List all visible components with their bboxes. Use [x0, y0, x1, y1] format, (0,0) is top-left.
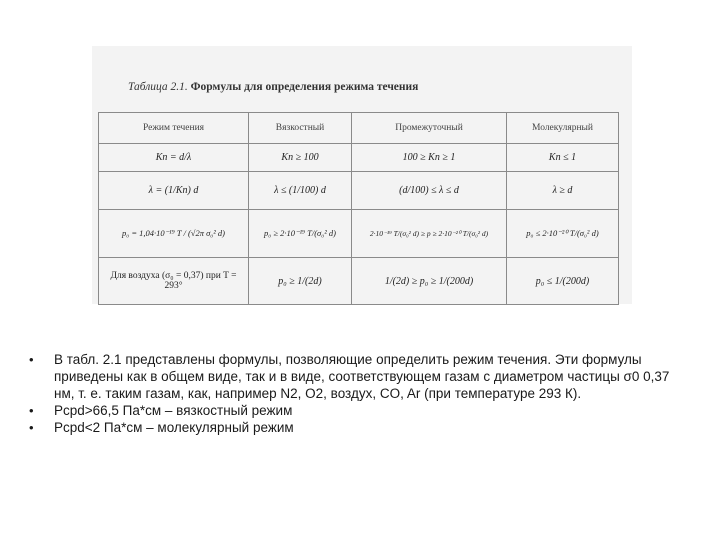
table-cell: Kn = d/λ [99, 144, 249, 172]
bullet-list [24, 351, 674, 436]
list-item-text: Рсрd>66,5 Па*см – вязкостный режим [54, 403, 293, 418]
table-cell: 1/(2d) ≥ p₀ ≥ 1/(200d) [352, 258, 507, 305]
table-cell: p₀ ≤ 1/(200d) [507, 258, 619, 305]
column-header-intermediate: Промежуточный [352, 113, 507, 144]
list-item [24, 351, 674, 402]
table-row [99, 172, 619, 210]
list-item [24, 419, 674, 436]
column-header-regime: Режим течения [99, 113, 249, 144]
bullet-icon: • [29, 420, 34, 435]
table-caption-number: Таблица 2.1. [128, 81, 188, 93]
table-cell: p₀ = 1,04·10⁻¹⁹ T / (√2π σ₀² d) [99, 210, 249, 258]
bullet-icon: • [29, 403, 34, 418]
flow-regime-formula-table [98, 112, 619, 305]
list-item-text: Рсрd<2 Па*см – молекулярный режим [54, 420, 294, 435]
table-caption [128, 81, 418, 93]
table-row [99, 144, 619, 172]
table-cell: λ ≤ (1/100) d [249, 172, 352, 210]
column-header-molecular: Молекулярный [507, 113, 619, 144]
table-cell: p₀ ≤ 2·10⁻²⁰ T/(σ₀² d) [507, 210, 619, 258]
table-cell: 100 ≥ Kn ≥ 1 [352, 144, 507, 172]
scanned-table-image [92, 46, 632, 304]
table-cell: 2·10⁻¹⁹ T/(σ₀² d) ≥ p ≥ 2·10⁻²⁰ T/(σ₀² d) [352, 210, 507, 258]
table-cell: p₀ ≥ 2·10⁻¹⁹ T/(σ₀² d) [249, 210, 352, 258]
table-header-row [99, 113, 619, 144]
table-cell: λ ≥ d [507, 172, 619, 210]
table-row [99, 210, 619, 258]
list-item [24, 402, 674, 419]
column-header-viscous: Вязкостный [249, 113, 352, 144]
table-cell: Kn ≥ 100 [249, 144, 352, 172]
table-cell: p₀ ≥ 1/(2d) [249, 258, 352, 305]
table-cell: Для воздуха (σ₀ = 0,37) при T = 293° [99, 258, 249, 305]
table-caption-title: Формулы для определения режима течения [190, 81, 419, 93]
table-cell: Kn ≤ 1 [507, 144, 619, 172]
table-cell: (d/100) ≤ λ ≤ d [352, 172, 507, 210]
table-cell: λ = (1/Kn) d [99, 172, 249, 210]
list-item-text: В табл. 2.1 представлены формулы, позволяющие определить режим течения. Эти формулы приведены как в общем виде, так и в виде, соответствующем газам с диаметром частицы σ0 0,37 нм, т. е. таким газам, как, например N2, O2, воздух, CO, Ar (при температуре 293 К). [54, 352, 670, 401]
bullet-icon: • [29, 352, 34, 367]
table-row [99, 258, 619, 305]
